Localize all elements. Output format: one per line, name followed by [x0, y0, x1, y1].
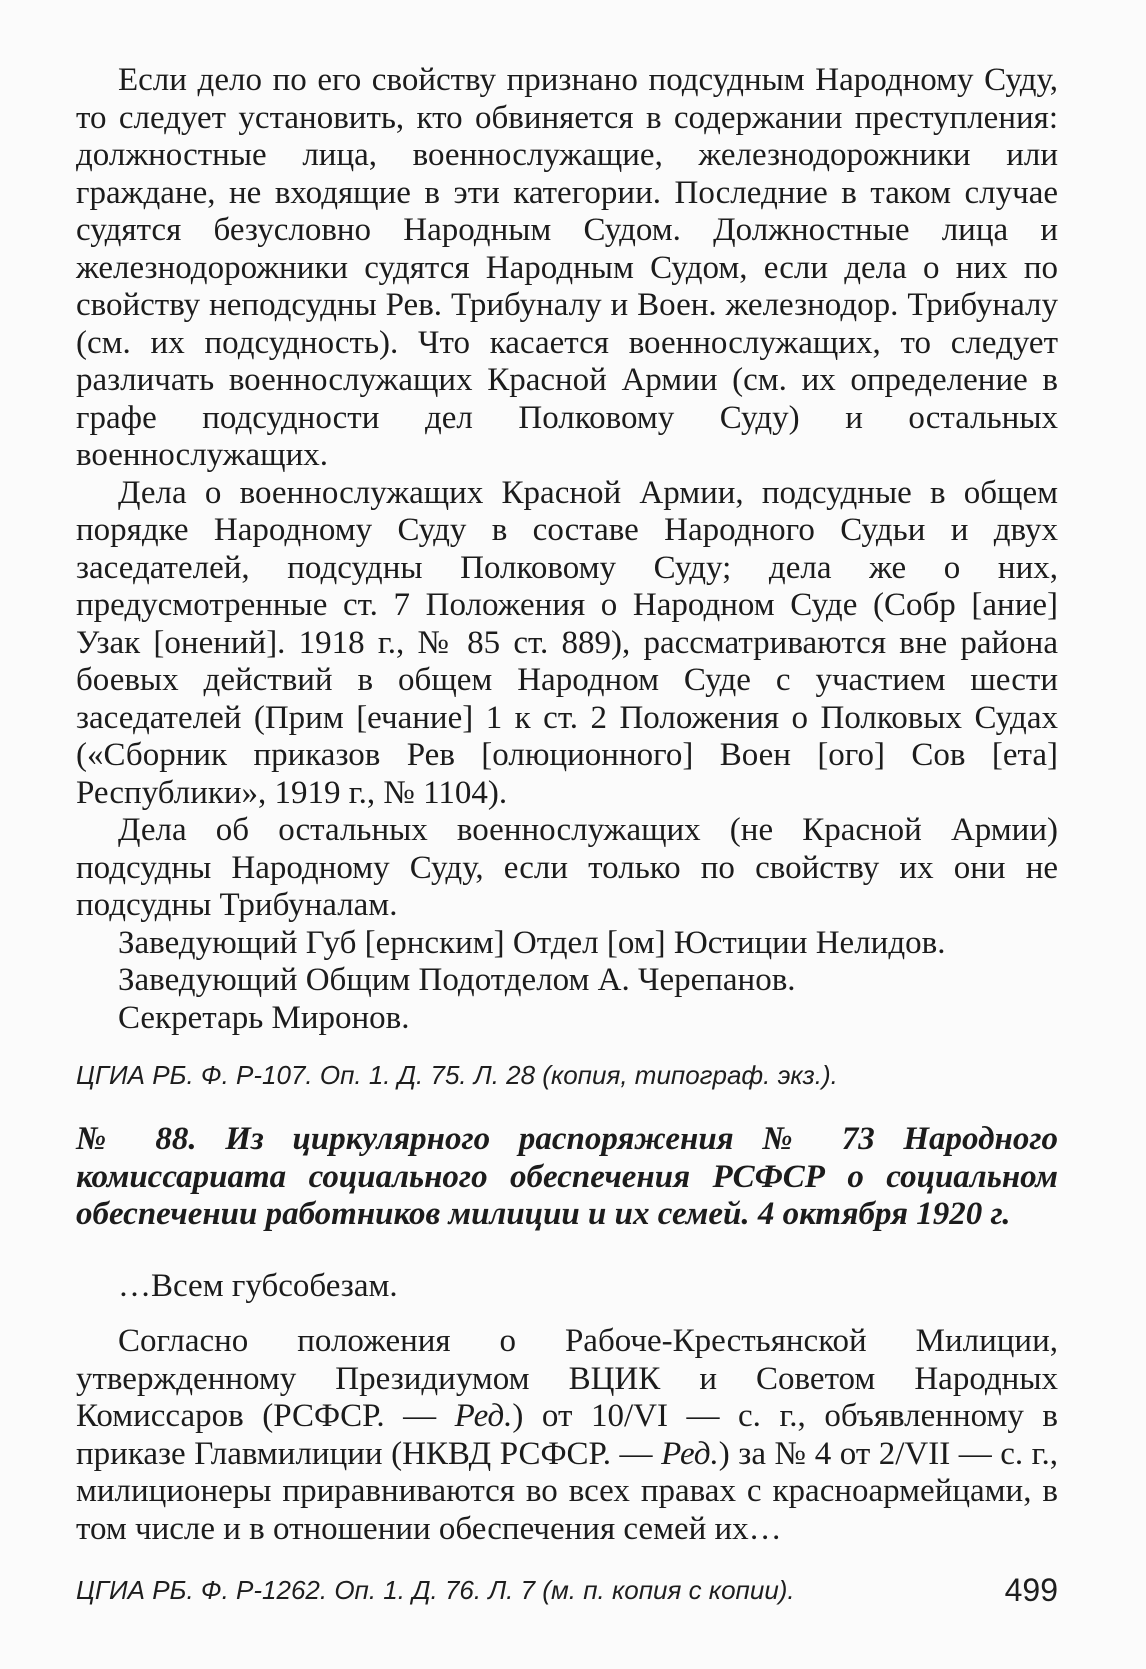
paragraph-jurisdiction: Если дело по его свойству признано подсудным Народному Суду, то следует установить, кто обвиняется в содержании преступления: должностные лица, военнослужащие, железнодорожники или граждане, не входящие в эти категории. Последние в таком случае судятся безусловно Народным Судом. Должностные лица и железнодорожники судятся Народным Судом, если дела о них по свойству неподсудны Рев. Трибуналу и Воен. железнодор. Трибуналу (см. их подсудность). Что касается военнослужащих, то следует различать военнослужащих Красной Армии (см. их определение в графе подсудности дел Полковому Суду) и остальных военнослужащих.	[76, 62, 1058, 473]
document-88-body	[76, 1323, 1058, 1548]
body-part-3: ) за № 4 от 2/VII — с. г., милиционеры приравниваются во всех правах с красноармейцами, в том числе и в отношении обеспечения семей их…	[76, 1435, 1058, 1547]
archive-source-2: ЦГИА РБ. Ф. Р-1262. Оп. 1. Д. 76. Л. 7 (м. п. копия с копии).	[76, 1575, 795, 1605]
document-88-addressee: …Всем губсобезам.	[118, 1267, 398, 1304]
archive-source-1: ЦГИА РБ. Ф. Р-107. Оп. 1. Д. 75. Л. 28 (копия, типограф. экз.).	[76, 1060, 838, 1090]
signature-subdept-head: Заведующий Общим Подотделом А. Черепанов.	[118, 962, 796, 998]
editor-note-1: Ред.	[454, 1398, 513, 1434]
document-88-title: № 88. Из циркулярного распоряжения № 73 Народного комиссариата социального обеспечения РСФСР о социальном обеспечении работников милиции и их семей. 4 октября 1920 г.	[76, 1121, 1058, 1232]
paragraph-other-military: Дела об остальных военнослужащих (не Красной Армии) подсудны Народному Суду, если только по свойству их они не подсудны Трибуналам.	[76, 812, 1058, 923]
page-number: 499	[1004, 1572, 1058, 1608]
signature-justice-head: Заведующий Губ [ернским] Отдел [ом] Юстиции Нелидов.	[118, 924, 946, 961]
paragraph-red-army: Дела о военнослужащих Красной Армии, подсудные в общем порядке Народному Суду в составе Народного Судьи и двух заседателей, подсудны Полковому Суду; дела же о них, предусмотренные ст. 7 Положения о Народном Суде (Собр [ание] Узак [онений]. 1918 г., № 85 ст. 889), рассматриваются вне района боевых действий в общем Народном Суде с участием шести заседателей (Прим [ечание] 1 к ст. 2 Положения о Полковых Судах («Сборник приказов Рев [олюционного] Воен [ого] Сов [ета] Республики», 1919 г., № 1104).	[76, 474, 1058, 811]
body-part-2: ) от 10/VI — с. г., объявленному в приказе Главмилиции (НКВД РСФСР. —	[76, 1398, 1058, 1472]
editor-note-2: Ред.	[661, 1435, 719, 1472]
page-content	[76, 62, 1058, 1606]
signature-secretary: Секретарь Миронов.	[118, 999, 410, 1036]
body-part-1: Согласно положения о Рабоче-Крестьянской Милиции, утвержденному Президиумом ВЦИК и Советом Народных Комиссаров (РСФСР. —	[76, 1323, 1058, 1434]
